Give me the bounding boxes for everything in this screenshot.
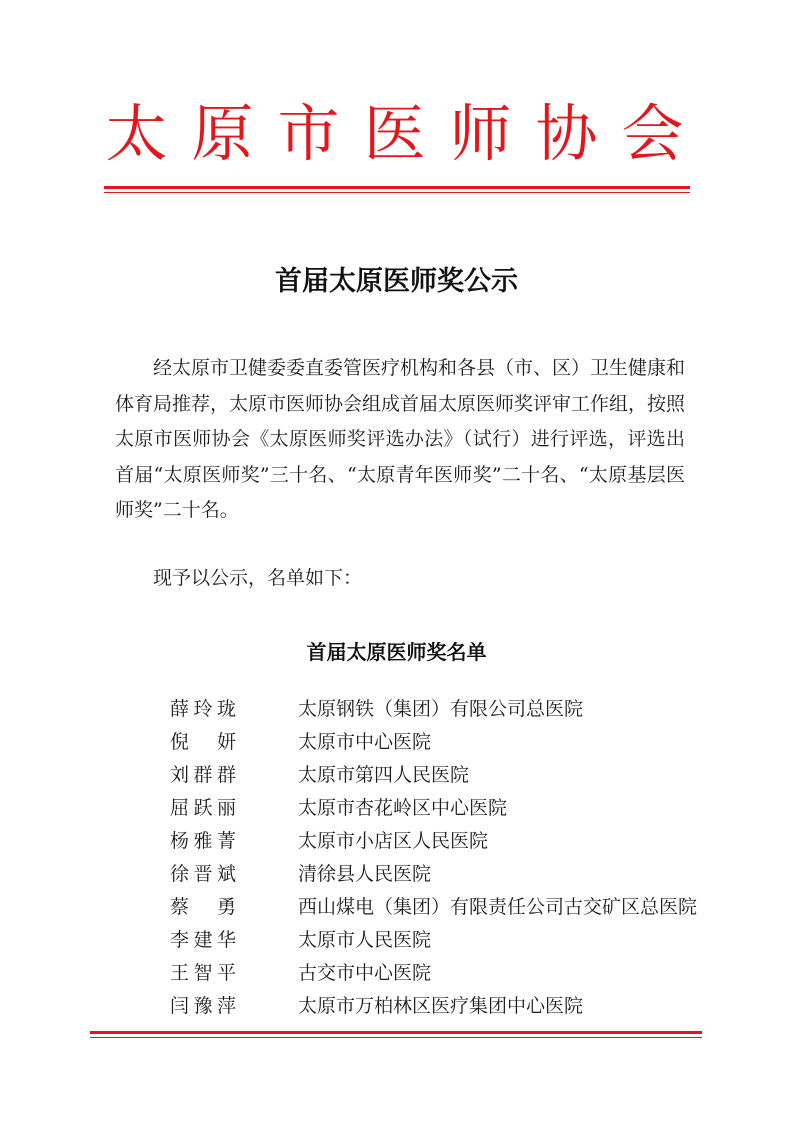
document-title: 首届太原医师奖公示 bbox=[275, 266, 518, 297]
footer-divider bbox=[90, 1031, 702, 1034]
winner-hospital: 清徐县人民医院 bbox=[298, 863, 432, 885]
winner-name: 屈跃丽 bbox=[170, 797, 236, 819]
winner-name: 刘群群 bbox=[170, 764, 236, 786]
winner-hospital: 太原市中心医院 bbox=[298, 731, 432, 753]
winner-hospital: 太原市第四人民医院 bbox=[298, 764, 470, 786]
list-item bbox=[170, 924, 730, 957]
list-item bbox=[170, 891, 730, 924]
list-item bbox=[170, 792, 730, 825]
winner-hospital: 太原钢铁（集团）有限公司总医院 bbox=[298, 698, 584, 720]
body-paragraph: 经太原市卫健委委直委管医疗机构和各县（市、区）卫生健康和体育局推荐，太原市医师协会组成首届太原医师奖评审工作组，按照太原市医师协会《太原医师奖评选办法》（试行）进行评选，评选出首届“太原医师奖”三十名、“太原青年医师奖”二十名、“太原基层医师奖”二十名。 bbox=[115, 357, 686, 521]
winner-name: 王智平 bbox=[170, 962, 236, 984]
winner-hospital: 太原市人民医院 bbox=[298, 929, 432, 951]
winner-list bbox=[170, 693, 730, 1023]
list-item bbox=[170, 693, 730, 726]
winner-list-title: 首届太原医师奖名单 bbox=[306, 640, 487, 664]
winner-name: 倪 妍 bbox=[170, 731, 236, 753]
letterhead-divider-thin bbox=[104, 192, 690, 193]
winner-name: 徐晋斌 bbox=[170, 863, 236, 885]
winner-name: 闫豫萍 bbox=[170, 995, 236, 1017]
winner-hospital: 西山煤电（集团）有限责任公司古交矿区总医院 bbox=[298, 896, 698, 918]
letterhead-title: 太原市医师协会 bbox=[105, 97, 708, 170]
list-item bbox=[170, 726, 730, 759]
winner-name: 薛玲珑 bbox=[170, 698, 236, 720]
list-item bbox=[170, 825, 730, 858]
list-item bbox=[170, 990, 730, 1023]
announcement-line: 现予以公示，名单如下： bbox=[153, 567, 363, 589]
letterhead-divider bbox=[104, 186, 690, 189]
winner-hospital: 太原市万柏林区医疗集团中心医院 bbox=[298, 995, 584, 1017]
list-item bbox=[170, 957, 730, 990]
winner-name: 李建华 bbox=[170, 929, 236, 951]
winner-hospital: 太原市小店区人民医院 bbox=[298, 830, 489, 852]
list-item bbox=[170, 759, 730, 792]
footer-divider-thin bbox=[90, 1037, 702, 1038]
winner-hospital: 古交市中心医院 bbox=[298, 962, 432, 984]
winner-name: 蔡 勇 bbox=[170, 896, 236, 918]
winner-name: 杨雅菁 bbox=[170, 830, 236, 852]
list-item bbox=[170, 858, 730, 891]
winner-hospital: 太原市杏花岭区中心医院 bbox=[298, 797, 508, 819]
